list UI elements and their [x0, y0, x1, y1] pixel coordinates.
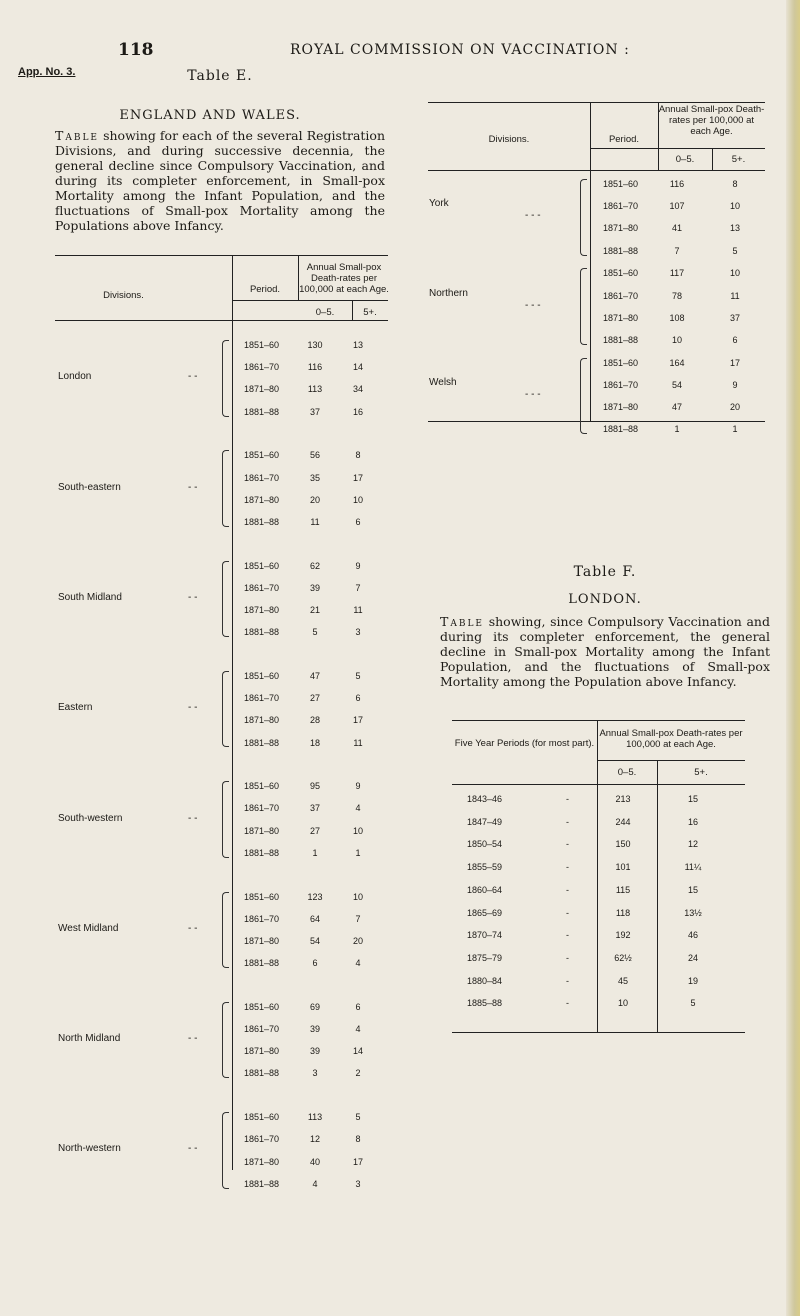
- rate-5plus-cell: 11: [353, 737, 363, 748]
- row-dash: -: [566, 952, 569, 963]
- period-cell: 1871–80: [244, 384, 280, 395]
- rate-0-5-cell: 116: [307, 362, 323, 373]
- period-cell: 1871–80: [603, 223, 639, 234]
- division-dash: - -: [188, 1143, 198, 1155]
- table-er-col-divisions: Divisions.: [488, 134, 530, 145]
- rate-0-5-cell: 113: [307, 1112, 323, 1123]
- rate-5plus-cell: 20: [352, 935, 363, 946]
- rate-0-5-cell: 62½: [614, 952, 632, 963]
- period-cell: 1855–59: [467, 862, 503, 873]
- appendix-number: App. No. 3.: [18, 66, 76, 78]
- row-dash: -: [566, 998, 569, 1009]
- rate-5plus-cell: 9: [732, 379, 738, 390]
- rate-5plus-cell: 16: [352, 406, 363, 417]
- period-cell: 1875–79: [467, 952, 503, 963]
- period-cell: 1871–80: [244, 1046, 280, 1057]
- rate-5plus-cell: 10: [352, 825, 363, 836]
- table-e-col-divisions: Divisions.: [103, 290, 144, 301]
- period-cell: 1871–80: [603, 402, 639, 412]
- rate-0-5-cell: 11: [310, 516, 320, 527]
- rate-0-5-cell: 45: [617, 975, 628, 986]
- rate-0-5-cell: 7: [674, 245, 680, 256]
- rate-5plus-cell: 10: [352, 891, 363, 902]
- rate-5plus-cell: 13: [729, 223, 740, 234]
- rate-5plus-cell: 10: [352, 494, 363, 505]
- period-cell: 1871–80: [244, 935, 280, 946]
- period-cell: 1881–88: [244, 737, 280, 748]
- division-brace: [222, 892, 229, 969]
- division-name: Northern: [429, 287, 468, 299]
- division-brace: [222, 1112, 229, 1189]
- table-er-col-5plus: 5+.: [731, 154, 746, 165]
- row-dash: -: [566, 794, 569, 804]
- rate-5plus-cell: 11: [730, 290, 740, 301]
- period-cell: 1871–80: [244, 1156, 280, 1167]
- rate-0-5-cell: 54: [309, 935, 320, 946]
- division-brace: [222, 561, 229, 638]
- page-edge: [786, 0, 800, 1316]
- period-cell: 1847–49: [467, 816, 503, 827]
- rate-0-5-cell: 123: [307, 891, 323, 902]
- rate-0-5-cell: 10: [671, 334, 682, 345]
- rate-0-5-cell: 37: [309, 406, 320, 417]
- period-cell: 1881–88: [244, 1178, 280, 1189]
- period-cell: 1881–88: [244, 847, 280, 858]
- table-e-title: Table E.: [187, 68, 253, 84]
- division-name: South Midland: [58, 591, 122, 603]
- rate-5plus-cell: 6: [732, 334, 738, 345]
- rate-5plus-cell: 3: [355, 627, 361, 638]
- table-e-col-rates: Annual Small-pox Death-rates per 100,000 at each Age.: [299, 262, 389, 295]
- rate-0-5-cell: 10: [617, 998, 628, 1009]
- rate-0-5-cell: 1: [674, 424, 680, 435]
- period-cell: 1851–60: [244, 1001, 280, 1012]
- period-cell: 1885–88: [467, 998, 503, 1009]
- rate-0-5-cell: 12: [309, 1134, 320, 1145]
- rate-0-5-cell: 39: [309, 1024, 320, 1034]
- rate-0-5-cell: 115: [615, 884, 631, 895]
- division-dash: - -: [188, 702, 198, 714]
- division-dash: - -: [188, 1033, 198, 1045]
- division-name: York: [429, 198, 449, 210]
- rate-5plus-cell: 14: [352, 362, 363, 373]
- period-cell: 1851–60: [244, 560, 280, 571]
- table-e-top-rule: [55, 255, 388, 256]
- table-er-col-rates: Annual Small-pox Death-rates per 100,000 at each Age.: [658, 104, 765, 137]
- table-f-header-mid-rule: [598, 760, 745, 761]
- division-name: North Midland: [58, 1033, 121, 1045]
- rate-0-5-cell: 37: [309, 803, 320, 814]
- rate-0-5-cell: 5: [312, 627, 318, 638]
- rate-5plus-cell: 46: [687, 930, 698, 941]
- table-f-age-divider: [657, 760, 658, 1032]
- rate-5plus-cell: 17: [352, 472, 363, 483]
- row-dash: -: [566, 839, 569, 850]
- rate-5plus-cell: 4: [355, 1024, 361, 1034]
- rate-0-5-cell: 47: [309, 670, 320, 681]
- rate-0-5-cell: 164: [669, 357, 685, 368]
- division-dash: - -: [188, 922, 198, 934]
- row-dash: -: [566, 816, 569, 827]
- rate-5plus-cell: 11: [353, 605, 363, 615]
- period-cell: 1871–80: [603, 312, 639, 323]
- rate-0-5-cell: 47: [671, 402, 682, 412]
- period-cell: 1861–70: [244, 582, 280, 593]
- table-f-description: [440, 614, 770, 689]
- row-dash: -: [566, 907, 569, 918]
- running-title: ROYAL COMMISSION ON VACCINATION :: [290, 42, 630, 58]
- table-f-col-periods: Five Year Periods (for most part).: [454, 738, 595, 749]
- table-er-bottom-rule: [428, 421, 765, 422]
- division-name: Eastern: [58, 702, 93, 714]
- rate-5plus-cell: 8: [355, 1134, 361, 1145]
- page-header: [0, 40, 800, 60]
- rate-0-5-cell: 116: [669, 179, 685, 189]
- rate-0-5-cell: 62: [309, 560, 320, 571]
- table-e-subtitle: ENGLAND AND WALES.: [119, 108, 301, 123]
- division-dash: - -: [188, 591, 198, 603]
- table-er-header-bottom-rule: [428, 170, 765, 171]
- period-cell: 1851–60: [244, 781, 280, 792]
- rate-5plus-cell: 1: [355, 847, 361, 858]
- period-cell: 1851–60: [603, 357, 639, 368]
- period-cell: 1861–70: [244, 913, 280, 924]
- rate-5plus-cell: 15: [687, 884, 698, 895]
- rate-0-5-cell: 1: [312, 847, 318, 858]
- table-e-header-bottom-rule: [55, 320, 388, 321]
- period-cell: 1880–84: [467, 975, 503, 986]
- period-cell: 1851–60: [244, 340, 280, 350]
- division-brace: [222, 781, 229, 858]
- period-cell: 1851–60: [603, 268, 639, 279]
- table-e-header-mid-rule: [233, 300, 388, 301]
- rate-0-5-cell: 27: [309, 825, 320, 836]
- rate-5plus-cell: 7: [355, 913, 361, 924]
- rate-0-5-cell: 4: [312, 1178, 318, 1189]
- rate-0-5-cell: 244: [615, 816, 631, 827]
- period-cell: 1881–88: [244, 958, 280, 969]
- period-cell: 1881–88: [603, 334, 639, 345]
- period-cell: 1871–80: [244, 715, 280, 726]
- rate-5plus-cell: 5: [690, 998, 696, 1009]
- rate-5plus-cell: 4: [355, 958, 361, 969]
- page-number: 118: [118, 40, 154, 60]
- period-cell: 1861–70: [603, 290, 639, 301]
- rate-5plus-cell: 12: [687, 839, 698, 850]
- rate-5plus-cell: 9: [355, 560, 361, 571]
- division-dash: - -: [188, 371, 198, 383]
- period-cell: 1851–60: [244, 891, 280, 902]
- rate-0-5-cell: 28: [309, 715, 320, 726]
- period-cell: 1881–88: [244, 627, 280, 638]
- rate-5plus-cell: 5: [732, 245, 738, 256]
- rate-5plus-cell: 9: [355, 781, 361, 792]
- period-cell: 1871–80: [244, 825, 280, 836]
- rate-0-5-cell: 39: [309, 582, 320, 593]
- table-f-col-0-5: 0–5.: [617, 767, 637, 778]
- rate-0-5-cell: 213: [615, 794, 631, 804]
- rate-5plus-cell: 16: [687, 816, 698, 827]
- table-e-description: [55, 128, 385, 233]
- row-dash: -: [566, 975, 569, 986]
- division-name: South-western: [58, 812, 123, 824]
- period-cell: 1881–88: [603, 245, 639, 256]
- period-cell: 1861–70: [244, 472, 280, 483]
- period-cell: 1843–46: [467, 794, 503, 804]
- table-e-col-5plus: 5+.: [363, 307, 377, 318]
- rate-5plus-cell: 2: [355, 1068, 361, 1079]
- rate-0-5-cell: 95: [309, 781, 320, 792]
- period-cell: 1871–80: [244, 605, 280, 615]
- period-cell: 1861–70: [244, 803, 280, 814]
- division-brace: [580, 179, 587, 256]
- rate-5plus-cell: 8: [355, 450, 361, 461]
- rate-5plus-cell: 37: [729, 312, 740, 323]
- rate-5plus-cell: 8: [732, 179, 738, 189]
- rate-0-5-cell: 78: [671, 290, 682, 301]
- period-cell: 1870–74: [467, 930, 503, 941]
- division-name: South-eastern: [58, 481, 121, 493]
- rate-0-5-cell: 56: [309, 450, 320, 461]
- division-dash: - - -: [525, 299, 541, 311]
- period-cell: 1851–60: [244, 1112, 280, 1123]
- period-cell: 1871–80: [244, 494, 280, 505]
- rate-0-5-cell: 54: [671, 379, 682, 390]
- rate-5plus-cell: 10: [729, 201, 740, 212]
- rate-0-5-cell: 39: [309, 1046, 320, 1057]
- division-dash: - - -: [525, 210, 541, 222]
- period-cell: 1851–60: [603, 179, 639, 189]
- rate-0-5-cell: 150: [615, 839, 631, 850]
- rate-5plus-cell: 3: [355, 1178, 361, 1189]
- table-f-description-text: showing, since Compulsory Vaccination and during its completer enforcement, the general decline in Small-pox Mortality among the Infant Population, and the fluctuations of Small-pox Mortality among the Population above Infancy.: [440, 614, 770, 689]
- rate-5plus-cell: 14: [352, 1046, 363, 1057]
- period-cell: 1861–70: [244, 1134, 280, 1145]
- period-cell: 1850–54: [467, 839, 503, 850]
- period-cell: 1861–70: [244, 362, 280, 373]
- period-cell: 1851–60: [244, 450, 280, 461]
- rate-0-5-cell: 107: [669, 201, 685, 212]
- rate-5plus-cell: 13: [352, 340, 363, 350]
- rate-0-5-cell: 21: [309, 605, 320, 615]
- period-cell: 1851–60: [244, 670, 280, 681]
- rate-5plus-cell: 7: [355, 582, 361, 593]
- rate-5plus-cell: 15: [687, 794, 698, 804]
- table-f-description-lead: Table: [440, 614, 484, 629]
- rate-0-5-cell: 40: [309, 1156, 320, 1167]
- rate-5plus-cell: 1: [732, 424, 738, 435]
- table-e-period-divider: [232, 255, 233, 1170]
- rate-5plus-cell: 6: [355, 516, 361, 527]
- rate-0-5-cell: 3: [312, 1068, 318, 1079]
- rate-5plus-cell: 13½: [684, 907, 702, 918]
- rate-0-5-cell: 117: [669, 268, 685, 279]
- rate-0-5-cell: 192: [615, 930, 631, 941]
- table-f-header-bottom-rule: [452, 784, 745, 785]
- table-e-col-period: Period.: [249, 284, 281, 295]
- division-brace: [222, 671, 229, 748]
- division-brace: [222, 1002, 229, 1079]
- table-f-col-rates: Annual Small-pox Death-rates per 100,000 at each Age.: [599, 728, 743, 750]
- division-name: West Midland: [58, 922, 119, 934]
- rate-0-5-cell: 20: [309, 494, 320, 505]
- rate-0-5-cell: 64: [309, 913, 320, 924]
- rate-5plus-cell: 19: [687, 975, 698, 986]
- period-cell: 1861–70: [603, 379, 639, 390]
- table-er-col-0-5: 0–5.: [675, 154, 695, 165]
- period-cell: 1861–70: [244, 1024, 280, 1034]
- table-f-col-5plus: 5+.: [694, 767, 708, 778]
- period-cell: 1860–64: [467, 884, 503, 895]
- rate-0-5-cell: 113: [307, 384, 323, 395]
- table-er-period-divider: [590, 102, 591, 421]
- division-dash: - -: [188, 812, 198, 824]
- row-dash: -: [566, 930, 569, 941]
- rate-5plus-cell: 34: [352, 384, 363, 395]
- period-cell: 1881–88: [244, 516, 280, 527]
- period-cell: 1861–70: [244, 693, 280, 704]
- table-f-top-rule: [452, 720, 745, 721]
- division-brace: [580, 358, 587, 435]
- table-er-header-mid-rule: [591, 148, 765, 149]
- table-e-description-text: showing for each of the several Registration Divisions, and during successive decennia, the general decline since Compulsory Vaccination, and during its completer enforcement, in Small-pox Mortality among the Infant Population, and the fluctuations of Small-pox Mortality among the Populations above Infancy.: [55, 128, 385, 233]
- division-name: Welsh: [429, 376, 457, 388]
- division-name: North-western: [58, 1143, 121, 1155]
- table-f-title: Table F.: [573, 564, 637, 580]
- division-brace: [580, 268, 587, 345]
- rate-5plus-cell: 5: [355, 670, 361, 681]
- rate-0-5-cell: 6: [312, 958, 318, 969]
- division-dash: - - -: [525, 388, 541, 400]
- division-brace: [222, 450, 229, 527]
- rate-0-5-cell: 118: [615, 907, 631, 918]
- rate-5plus-cell: 5: [355, 1112, 361, 1123]
- rate-5plus-cell: 17: [352, 715, 363, 726]
- rate-0-5-cell: 101: [615, 862, 631, 873]
- rate-5plus-cell: 6: [355, 693, 361, 704]
- row-dash: -: [566, 862, 569, 873]
- table-er-col-period: Period.: [608, 134, 640, 145]
- period-cell: 1861–70: [603, 201, 639, 212]
- period-cell: 1865–69: [467, 907, 503, 918]
- rate-0-5-cell: 130: [307, 340, 323, 350]
- table-er-top-rule: [428, 102, 765, 103]
- rate-5plus-cell: 17: [729, 357, 740, 368]
- rate-0-5-cell: 108: [669, 312, 685, 323]
- row-dash: -: [566, 884, 569, 895]
- table-f-bottom-rule: [452, 1032, 745, 1033]
- rate-0-5-cell: 27: [309, 693, 320, 704]
- table-e-col-0-5: 0–5.: [315, 307, 335, 318]
- table-e-description-lead: Table: [55, 128, 99, 143]
- rate-5plus-cell: 11¼: [684, 862, 702, 873]
- period-cell: 1881–88: [244, 1068, 280, 1079]
- period-cell: 1881–88: [603, 424, 639, 435]
- division-dash: - -: [188, 481, 198, 493]
- rate-0-5-cell: 69: [309, 1001, 320, 1012]
- rate-5plus-cell: 24: [687, 952, 698, 963]
- rate-5plus-cell: 10: [729, 268, 740, 279]
- table-f-subtitle: LONDON.: [568, 592, 642, 607]
- rate-5plus-cell: 4: [355, 803, 361, 814]
- rate-0-5-cell: 18: [309, 737, 320, 748]
- rate-5plus-cell: 6: [355, 1001, 361, 1012]
- division-name: London: [58, 371, 92, 383]
- division-brace: [222, 340, 229, 417]
- rate-0-5-cell: 35: [309, 472, 320, 483]
- rate-5plus-cell: 17: [352, 1156, 363, 1167]
- rate-0-5-cell: 41: [671, 223, 682, 234]
- rate-5plus-cell: 20: [729, 402, 740, 412]
- period-cell: 1881–88: [244, 406, 280, 417]
